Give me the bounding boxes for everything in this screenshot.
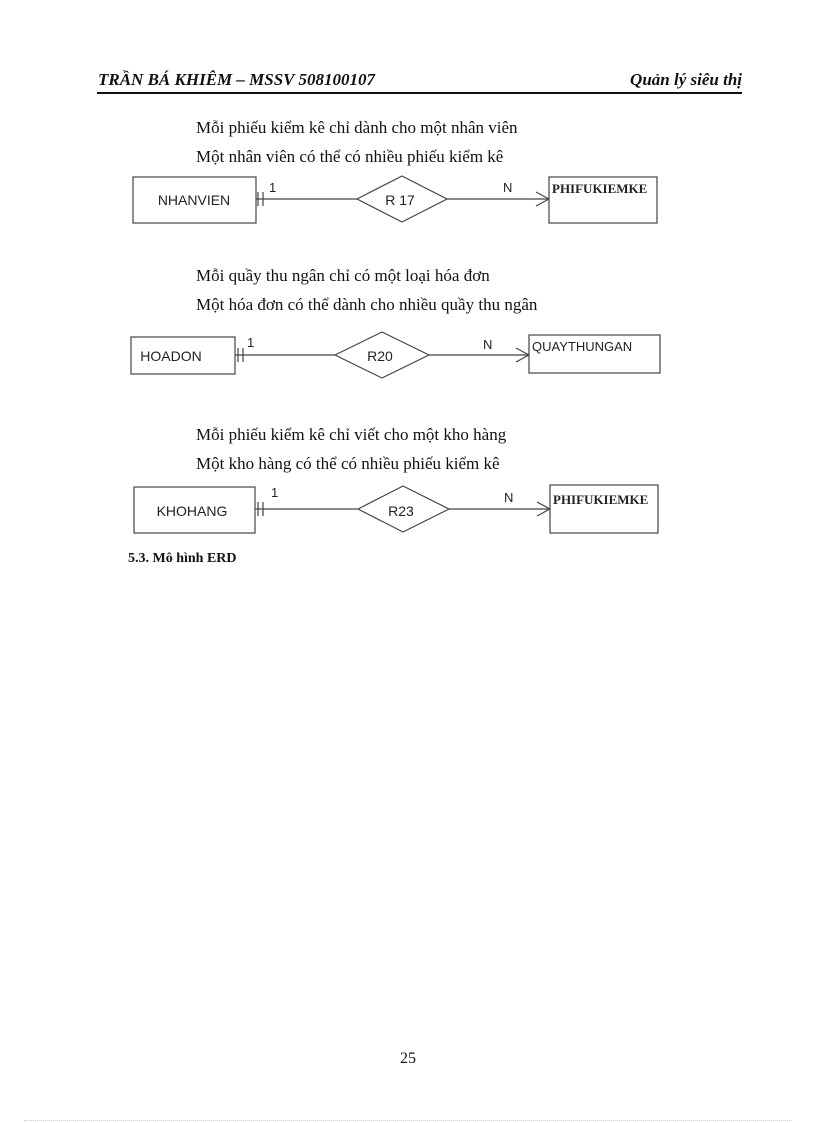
entity-phieukiemke-label: PHIFUKIEMKE — [552, 181, 648, 196]
right-cardinality-label: N — [483, 337, 493, 352]
section-caption: 5.3. Mô hình ERD — [128, 551, 237, 566]
footer-divider — [24, 1120, 792, 1121]
right-cardinality-label: N — [503, 180, 513, 195]
left-cardinality-label: 1 — [271, 485, 279, 500]
section2-line1: Mỗi quầy thu ngân chỉ có một loại hóa đơn — [196, 266, 490, 285]
relationship-r23-label: R23 — [388, 503, 414, 519]
section1-line2: Một nhân viên có thể có nhiều phiếu kiểm kê — [196, 147, 504, 166]
entity-quaythungan-label: QUAYTHUNGAN — [532, 339, 633, 354]
left-cardinality-label: 1 — [269, 180, 277, 195]
section2-line2: Một hóa đơn có thể dành cho nhiều quầy thu ngân — [196, 295, 538, 314]
entity-nhanvien-label: NHANVIEN — [157, 192, 231, 208]
right-cardinality-label: N — [504, 490, 514, 505]
page-number: 25 — [400, 1050, 416, 1067]
entity-hoadon-label: HOADON — [140, 348, 202, 364]
left-cardinality-label: 1 — [247, 335, 255, 350]
section3-line1: Mỗi phiếu kiểm kê chỉ viết cho một kho hàng — [196, 425, 507, 444]
entity-phieukiemke-label: PHIFUKIEMKE — [553, 492, 649, 507]
entity-khohang-label: KHOHANG — [156, 503, 228, 519]
section3-line2: Một kho hàng có thể có nhiều phiếu kiểm kê — [196, 454, 500, 473]
relationship-r17-label: R 17 — [385, 192, 415, 208]
section1-line1: Mỗi phiếu kiểm kê chỉ dành cho một nhân viên — [196, 118, 518, 137]
header-title: Quản lý siêu thị — [630, 70, 742, 89]
header-author: TRẦN BÁ KHIÊM – MSSV 508100107 — [98, 70, 375, 89]
relationship-r20-label: R20 — [367, 348, 393, 364]
